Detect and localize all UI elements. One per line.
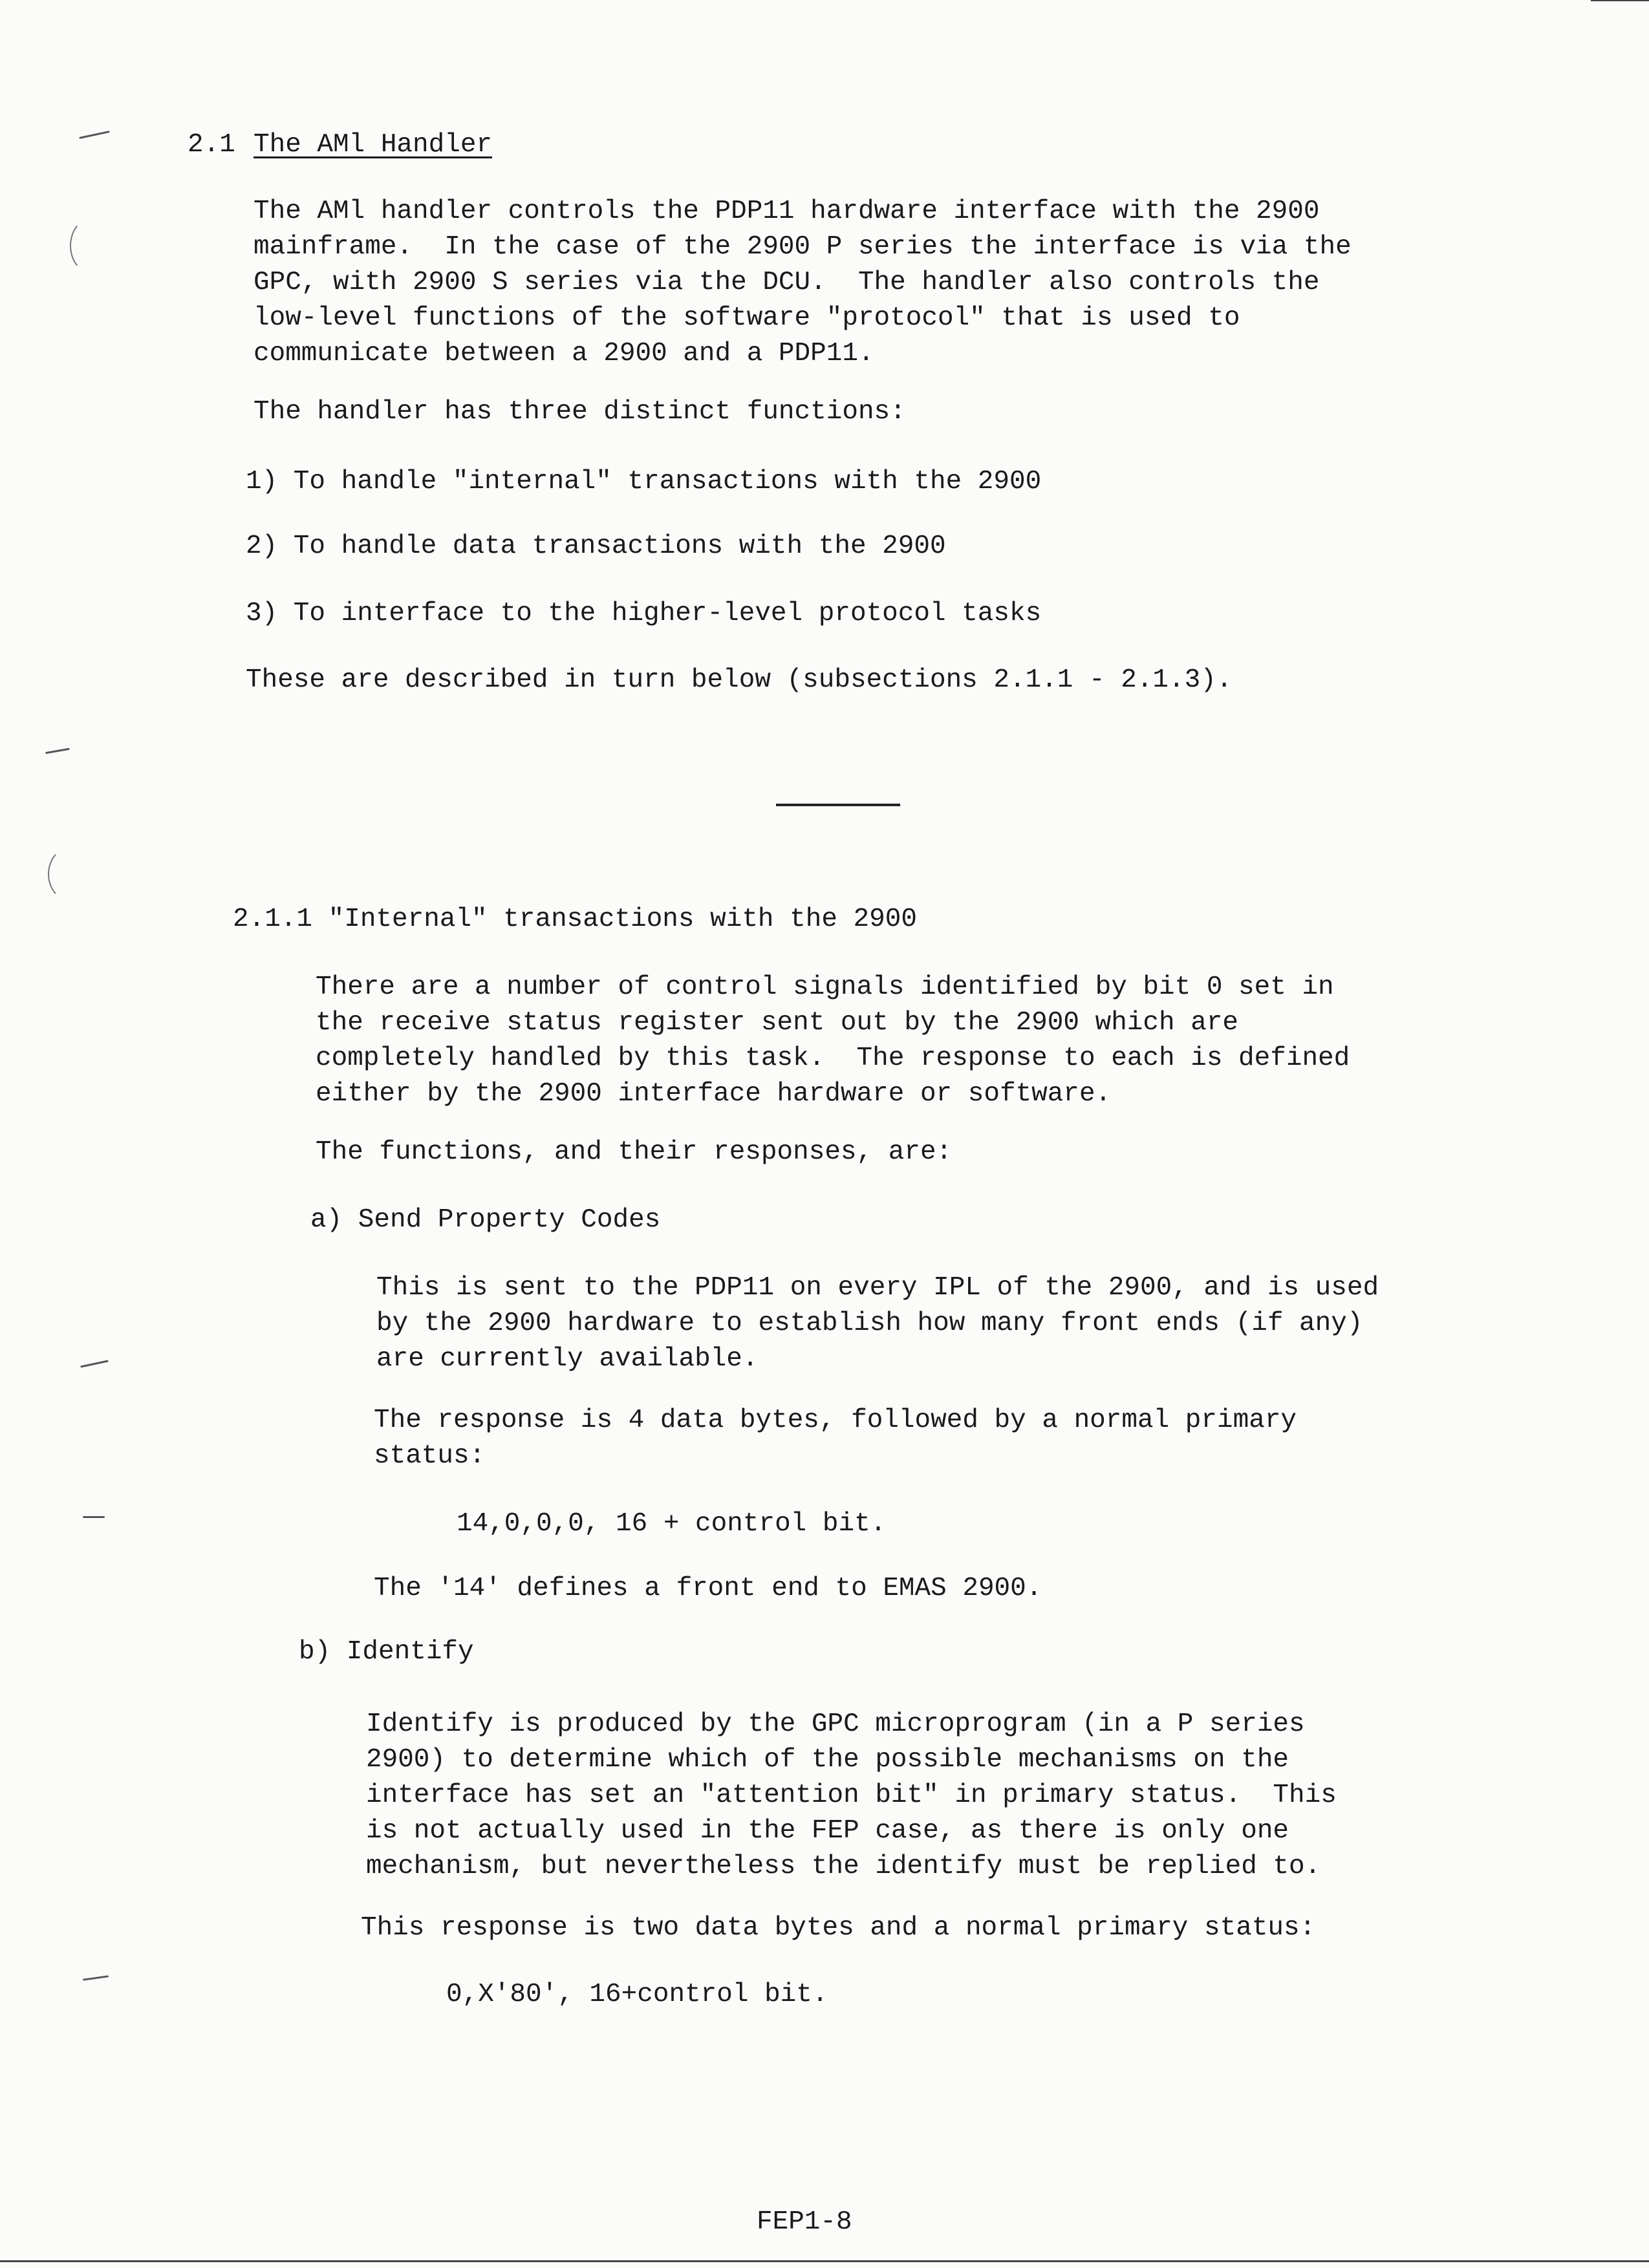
paragraph: The '14' defines a front end to EMAS 2900. — [374, 1574, 1042, 1603]
paragraph-line: There are a number of control signals identified by bit 0 set in — [316, 972, 1334, 1002]
paragraph-line: is not actually used in the FEP case, as there is only one — [366, 1816, 1289, 1846]
paragraph-line: the receive status register sent out by the 2900 which are — [316, 1008, 1239, 1038]
paragraph-line: communicate between a 2900 and a PDP11. — [253, 339, 874, 369]
margin-mark — [45, 748, 70, 754]
paragraph: This response is two data bytes and a normal primary status: — [361, 1913, 1316, 1943]
subsection-heading: 2.1.1 "Internal" transactions with the 2900 — [233, 904, 917, 934]
scan-edge-line — [1591, 0, 1649, 1]
code-line: 14,0,0,0, 16 + control bit. — [457, 1509, 887, 1539]
margin-mark — [83, 1975, 109, 1981]
list-item: 2) To handle data transactions with the 2900 — [246, 531, 946, 561]
item-b-label: b) Identify — [299, 1637, 474, 1667]
paragraph-line: GPC, with 2900 S series via the DCU. The handler also controls the — [253, 268, 1320, 297]
paragraph-line: either by the 2900 interface hardware or software. — [316, 1079, 1112, 1109]
paragraph-line: interface has set an "attention bit" in primary status. This — [366, 1781, 1337, 1810]
paragraph-line: This is sent to the PDP11 on every IPL of the 2900, and is used — [376, 1273, 1379, 1303]
paragraph: These are described in turn below (subsections 2.1.1 - 2.1.3). — [246, 665, 1233, 695]
punch-hole-shadow — [70, 219, 111, 273]
margin-mark — [80, 1360, 109, 1367]
paragraph-line: 2900) to determine which of the possible mechanisms on the — [366, 1745, 1289, 1775]
section-title: The AMl Handler — [253, 130, 493, 160]
paragraph-line: The AMl handler controls the PDP11 hardware interface with the 2900 — [253, 197, 1320, 226]
paragraph-line: status: — [374, 1441, 486, 1471]
paragraph-line: The response is 4 data bytes, followed by a normal primary — [374, 1406, 1297, 1435]
section-number: 2.1 — [188, 130, 235, 160]
code-line: 0,X'80', 16+control bit. — [446, 1980, 828, 2009]
paragraph-line: mechanism, but nevertheless the identify must be replied to. — [366, 1852, 1321, 1881]
margin-mark — [83, 1516, 105, 1518]
paragraph-line: Identify is produced by the GPC microprogram (in a P series — [366, 1709, 1305, 1739]
paragraph-line: completely handled by this task. The response to each is defined — [316, 1043, 1350, 1073]
paragraph-line: are currently available. — [376, 1344, 759, 1374]
paragraph-line: low-level functions of the software "protocol" that is used to — [253, 303, 1240, 333]
list-item: 1) To handle "internal" transactions with the 2900 — [246, 467, 1042, 497]
list-item: 3) To interface to the higher-level protocol tasks — [246, 599, 1042, 628]
item-a-label: a) Send Property Codes — [310, 1205, 661, 1235]
scan-edge-line — [0, 2260, 1649, 2262]
margin-mark — [79, 131, 110, 139]
section-separator — [776, 804, 900, 806]
punch-hole-shadow — [48, 847, 93, 901]
page-number: FEP1-8 — [757, 2207, 852, 2237]
paragraph-line: mainframe. In the case of the 2900 P series the interface is via the — [253, 232, 1352, 262]
paragraph: The functions, and their responses, are: — [316, 1137, 953, 1167]
paragraph: The handler has three distinct functions: — [253, 397, 906, 427]
paragraph-line: by the 2900 hardware to establish how many front ends (if any) — [376, 1309, 1363, 1338]
